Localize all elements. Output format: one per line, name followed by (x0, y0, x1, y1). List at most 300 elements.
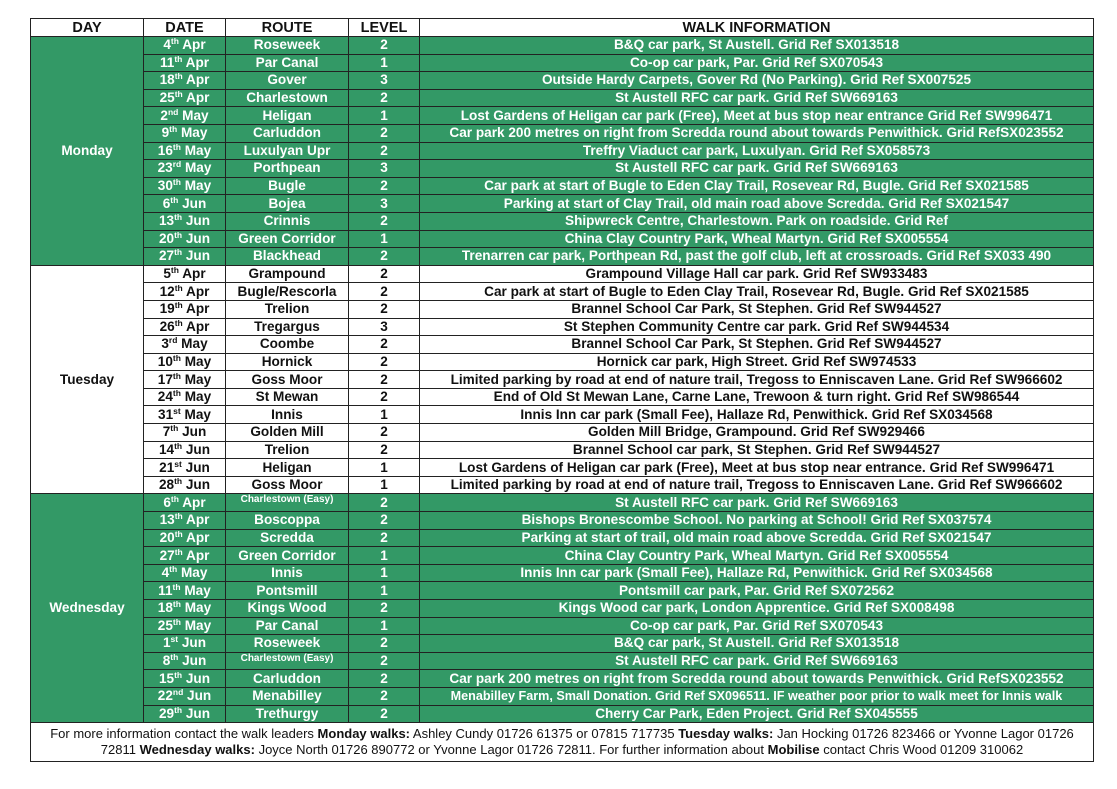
level-cell: 2 (349, 37, 420, 55)
date-number: 1 (162, 635, 171, 651)
date-month: Apr (182, 529, 210, 545)
table-row (31, 635, 1094, 653)
level-cell: 2 (349, 441, 420, 459)
route-cell: Carluddon (226, 124, 349, 142)
table-row (31, 353, 1094, 371)
date-month: Apr (178, 494, 206, 510)
footer-label: Monday walks: (317, 726, 411, 742)
date-month: May (180, 600, 212, 616)
table-row (31, 230, 1094, 248)
date-number: 15 (158, 670, 175, 686)
walk-info-cell: Brannel School Car Park, St Stephen. Grid Ref SW944527 (420, 300, 1094, 318)
date-month: May (180, 353, 212, 369)
table-row (31, 687, 1094, 705)
date-suffix: th (172, 142, 181, 152)
level-cell: 1 (349, 547, 420, 565)
table-row (31, 89, 1094, 107)
route-cell: Roseweek (226, 37, 349, 55)
date-number: 25 (159, 90, 175, 106)
level-cell: 2 (349, 336, 420, 354)
route-cell: Luxulyan Upr (226, 142, 349, 160)
route-cell: Grampound (226, 265, 349, 283)
table-row (31, 476, 1094, 494)
table-row (31, 283, 1094, 301)
table-row (31, 652, 1094, 670)
walk-info-cell: Car park at start of Bugle to Eden Clay Trail, Rosevear Rd, Bugle. Grid Ref SX021585 (420, 177, 1094, 195)
date-suffix: st (174, 458, 182, 469)
date-suffix: th (169, 564, 178, 575)
level-cell: 2 (349, 529, 420, 547)
date-number: 27 (159, 547, 175, 563)
walk-info-cell: Parking at start of Clay Trail, old main road above Scredda. Grid Ref SX021547 (420, 195, 1094, 213)
route-cell: Scredda (226, 529, 349, 547)
date-number: 19 (159, 301, 175, 317)
date-cell (144, 160, 226, 178)
level-cell: 2 (349, 512, 420, 530)
footer-row (31, 723, 1094, 762)
date-suffix: rd (168, 335, 178, 346)
route-cell: Bugle/Rescorla (226, 283, 349, 301)
date-month: Jun (182, 477, 211, 493)
date-cell (144, 670, 226, 688)
level-cell: 2 (349, 652, 420, 670)
date-month: May (180, 371, 212, 387)
route-cell: Kings Wood (226, 600, 349, 618)
date-cell (144, 600, 226, 618)
walk-info-cell: Cherry Car Park, Eden Project. Grid Ref SX045555 (420, 705, 1094, 723)
walk-info-cell: Trenarren car park, Porthpean Rd, past the golf club, left at crossroads. Grid Ref SX033 490 (420, 248, 1094, 266)
table-row (31, 512, 1094, 530)
route-cell: Charlestown (Easy) (226, 652, 349, 670)
footer-text: contact Chris Wood 01209 310062 (819, 742, 1024, 758)
route-cell: St Mewan (226, 388, 349, 406)
date-cell (144, 529, 226, 547)
date-number: 5 (163, 266, 171, 282)
level-cell: 2 (349, 424, 420, 442)
date-month: Jun (182, 705, 211, 721)
date-cell (144, 89, 226, 107)
walk-info-cell: Car park at start of Bugle to Eden Clay Trail, Rosevear Rd, Bugle. Grid Ref SX021585 (420, 283, 1094, 301)
level-cell: 2 (349, 248, 420, 266)
date-suffix: th (172, 599, 181, 610)
route-cell: Goss Moor (226, 476, 349, 494)
route-cell: Gover (226, 72, 349, 90)
table-row (31, 160, 1094, 178)
header-day: DAY (31, 19, 144, 37)
date-suffix: th (174, 705, 183, 715)
date-number: 24 (157, 389, 173, 405)
date-suffix: th (170, 265, 179, 276)
level-cell: 2 (349, 388, 420, 406)
date-suffix: th (174, 529, 183, 539)
table-row (31, 459, 1094, 477)
date-cell (144, 406, 226, 424)
level-cell: 3 (349, 318, 420, 336)
date-month: Apr (182, 301, 210, 317)
date-suffix: th (174, 476, 183, 487)
walk-info-cell: St Austell RFC car park. Grid Ref SW669163 (420, 652, 1094, 670)
date-month: Apr (182, 72, 210, 88)
date-number: 20 (158, 230, 175, 246)
date-cell (144, 107, 226, 125)
date-number: 4 (163, 37, 171, 53)
date-number: 16 (157, 142, 173, 158)
date-month: Jun (182, 213, 211, 229)
footer-label: Mobilise (767, 742, 820, 758)
walk-info-cell: China Clay Country Park, Wheal Martyn. Grid Ref SX005554 (420, 230, 1094, 248)
date-month: Apr (182, 90, 210, 106)
footer-label: Wednesday walks: (139, 742, 255, 758)
walk-info-cell: B&Q car park, St Austell. Grid Ref SX013518 (420, 37, 1094, 55)
footer-text: Jan Hocking 01726 823466 or Yvonne Lagor 01726 72811 (100, 726, 1074, 758)
walk-info-cell: Co-op car park, Par. Grid Ref SX070543 (420, 54, 1094, 72)
date-cell (144, 617, 226, 635)
date-suffix: th (174, 247, 183, 258)
date-number: 11 (158, 582, 173, 598)
route-cell: Trelion (226, 441, 349, 459)
date-month: Apr (178, 266, 206, 282)
date-suffix: th (172, 617, 181, 627)
header-date: DATE (144, 19, 226, 37)
table-row (31, 72, 1094, 90)
table-row (31, 142, 1094, 160)
table-row (31, 371, 1094, 389)
route-cell: Tregargus (226, 318, 349, 336)
table-row (31, 388, 1094, 406)
walk-info-cell: Pontsmill car park, Par. Grid Ref SX072562 (420, 582, 1094, 600)
walk-info-cell: Lost Gardens of Heligan car park (Free), Meet at bus stop near entrance. Grid Ref SW996471 (420, 459, 1094, 477)
day-cell: Monday (31, 37, 144, 266)
table-row (31, 336, 1094, 354)
date-suffix: th (174, 441, 183, 451)
level-cell: 1 (349, 564, 420, 582)
day-cell: Wednesday (31, 494, 144, 723)
walk-info-cell: Innis Inn car park (Small Fee), Hallaze Rd, Penwithick. Grid Ref SX034568 (420, 564, 1094, 582)
walk-info-cell: Treffry Viaduct car park, Luxulyan. Grid Ref SX058573 (420, 142, 1094, 160)
date-suffix: th (174, 318, 183, 328)
route-cell: Blackhead (226, 248, 349, 266)
route-cell: Menabilley (226, 687, 349, 705)
date-number: 10 (157, 353, 173, 369)
footer-text: For more information contact the walk leaders (50, 726, 318, 742)
date-number: 30 (157, 178, 173, 194)
date-month: Apr (178, 37, 206, 53)
date-cell (144, 230, 226, 248)
level-cell: 2 (349, 371, 420, 389)
walk-info-cell: Hornick car park, High Street. Grid Ref SW974533 (420, 353, 1094, 371)
date-number: 25 (157, 617, 173, 633)
date-month: May (181, 160, 212, 176)
table-row (31, 318, 1094, 336)
date-suffix: th (170, 493, 179, 504)
table-row (31, 265, 1094, 283)
date-month: Jun (182, 670, 211, 686)
date-suffix: st (170, 634, 179, 645)
date-cell (144, 441, 226, 459)
date-month: Jun (181, 459, 210, 475)
table-row (31, 494, 1094, 512)
level-cell: 2 (349, 265, 420, 283)
date-suffix: nd (167, 106, 179, 117)
table-row (31, 107, 1094, 125)
date-month: Jun (178, 195, 207, 211)
route-cell: Porthpean (226, 160, 349, 178)
date-cell (144, 177, 226, 195)
date-number: 4 (161, 565, 170, 581)
date-suffix: th (170, 652, 179, 663)
date-month: May (177, 565, 208, 581)
header-walk-information: WALK INFORMATION (420, 19, 1094, 37)
level-cell: 1 (349, 617, 420, 635)
route-cell: Goss Moor (226, 371, 349, 389)
date-month: Apr (182, 283, 210, 299)
date-cell (144, 547, 226, 565)
level-cell: 2 (349, 687, 420, 705)
table-row (31, 54, 1094, 72)
date-cell (144, 336, 226, 354)
date-cell (144, 476, 226, 494)
date-month: May (177, 125, 208, 141)
date-month: Jun (178, 653, 207, 669)
table-row (31, 424, 1094, 442)
date-suffix: th (169, 124, 178, 135)
date-number: 27 (158, 248, 175, 264)
date-number: 6 (162, 195, 171, 211)
table-row (31, 529, 1094, 547)
date-number: 21 (159, 459, 175, 475)
route-cell: Roseweek (226, 635, 349, 653)
date-number: 18 (159, 72, 175, 88)
table-row (31, 441, 1094, 459)
walk-info-cell: St Austell RFC car park. Grid Ref SW669163 (420, 160, 1094, 178)
route-cell: Par Canal (226, 54, 349, 72)
walk-info-cell: Kings Wood car park, London Apprentice. Grid Ref SX008498 (420, 600, 1094, 618)
table-row (31, 248, 1094, 266)
table-row (31, 582, 1094, 600)
level-cell: 1 (349, 230, 420, 248)
date-month: Jun (182, 248, 211, 264)
date-month: May (177, 336, 208, 352)
table-row (31, 564, 1094, 582)
date-suffix: th (172, 370, 181, 381)
route-cell: Coombe (226, 336, 349, 354)
date-cell (144, 353, 226, 371)
walk-info-cell: Outside Hardy Carpets, Gover Rd (No Parking). Grid Ref SX007525 (420, 72, 1094, 90)
date-suffix: th (174, 282, 183, 293)
date-suffix: th (174, 546, 183, 557)
level-cell: 2 (349, 177, 420, 195)
level-cell: 1 (349, 107, 420, 125)
level-cell: 3 (349, 195, 420, 213)
table-row (31, 547, 1094, 565)
date-suffix: th (170, 423, 179, 434)
date-suffix: th (172, 353, 181, 363)
date-month: May (180, 178, 212, 194)
date-cell (144, 248, 226, 266)
walk-info-cell: End of Old St Mewan Lane, Carne Lane, Trewoon & turn right. Grid Ref SW986544 (420, 388, 1094, 406)
level-cell: 2 (349, 300, 420, 318)
date-cell (144, 459, 226, 477)
table-row (31, 600, 1094, 618)
date-month: Apr (182, 547, 210, 563)
level-cell: 1 (349, 582, 420, 600)
date-suffix: rd (172, 159, 182, 170)
route-cell: Crinnis (226, 212, 349, 230)
level-cell: 2 (349, 670, 420, 688)
date-number: 20 (159, 529, 175, 545)
route-cell: Heligan (226, 107, 349, 125)
footer-label: Tuesday walks: (678, 726, 774, 742)
level-cell: 3 (349, 72, 420, 90)
date-suffix: th (174, 230, 183, 240)
date-number: 7 (162, 424, 171, 440)
date-cell (144, 494, 226, 512)
date-month: Apr (182, 512, 210, 528)
date-month: May (180, 406, 211, 422)
walk-info-cell: Innis Inn car park (Small Fee), Hallaze Rd, Penwithick. Grid Ref SX034568 (420, 406, 1094, 424)
date-suffix: th (172, 388, 181, 399)
date-month: Jun (182, 230, 211, 246)
level-cell: 2 (349, 89, 420, 107)
route-cell: Golden Mill (226, 424, 349, 442)
date-suffix: th (174, 54, 183, 64)
date-cell (144, 300, 226, 318)
table-row (31, 37, 1094, 55)
date-number: 31 (158, 406, 174, 422)
level-cell: 2 (349, 600, 420, 618)
date-suffix: th (172, 177, 181, 188)
date-cell (144, 388, 226, 406)
route-cell: Heligan (226, 459, 349, 477)
walk-info-cell: St Stephen Community Centre car park. Grid Ref SW944534 (420, 318, 1094, 336)
walk-info-cell: Golden Mill Bridge, Grampound. Grid Ref SW929466 (420, 424, 1094, 442)
level-cell: 2 (349, 124, 420, 142)
route-cell: Green Corridor (226, 547, 349, 565)
table-row (31, 300, 1094, 318)
date-month: May (180, 617, 212, 633)
level-cell: 2 (349, 635, 420, 653)
route-cell: Charlestown (Easy) (226, 494, 349, 512)
date-number: 13 (159, 512, 175, 528)
table-row (31, 195, 1094, 213)
walk-info-cell: Co-op car park, Par. Grid Ref SX070543 (420, 617, 1094, 635)
date-number: 13 (158, 213, 175, 229)
table-row (31, 705, 1094, 723)
date-suffix: nd (172, 687, 184, 698)
route-cell: Innis (226, 564, 349, 582)
route-cell: Boscoppa (226, 512, 349, 530)
route-cell: Bugle (226, 177, 349, 195)
date-number: 23 (157, 160, 173, 176)
date-cell (144, 37, 226, 55)
route-cell: Green Corridor (226, 230, 349, 248)
date-number: 22 (157, 688, 173, 704)
level-cell: 2 (349, 705, 420, 723)
date-suffix: th (170, 36, 179, 47)
footer-text: Joyce North 01726 890772 or Yvonne Lagor 01726 72811. For further information about (254, 742, 768, 758)
date-month: Jun (182, 441, 211, 457)
date-month: Apr (182, 54, 210, 70)
date-cell (144, 512, 226, 530)
level-cell: 1 (349, 459, 420, 477)
walk-info-cell: B&Q car park, St Austell. Grid Ref SX013518 (420, 635, 1094, 653)
route-cell: Innis (226, 406, 349, 424)
date-number: 28 (158, 477, 175, 493)
level-cell: 1 (349, 406, 420, 424)
date-cell (144, 124, 226, 142)
date-cell (144, 142, 226, 160)
date-month: May (180, 582, 211, 598)
date-number: 12 (159, 283, 175, 299)
date-month: May (180, 389, 212, 405)
walk-info-cell: St Austell RFC car park. Grid Ref SW669163 (420, 494, 1094, 512)
date-number: 17 (157, 371, 173, 387)
date-suffix: th (174, 89, 183, 100)
date-cell (144, 564, 226, 582)
day-cell: Tuesday (31, 265, 144, 494)
header-level: LEVEL (349, 19, 420, 37)
date-number: 26 (159, 318, 175, 334)
walk-info-cell: Parking at start of trail, old main road above Scredda. Grid Ref SX021547 (420, 529, 1094, 547)
walk-info-cell: China Clay Country Park, Wheal Martyn. Grid Ref SX005554 (420, 547, 1094, 565)
walk-info-cell: Shipwreck Centre, Charlestown. Park on roadside. Grid Ref (420, 212, 1094, 230)
date-cell (144, 582, 226, 600)
date-number: 9 (161, 125, 170, 141)
walk-info-cell: Menabilley Farm, Small Donation. Grid Ref SX096511. IF weather poor prior to walk meet for Innis walk (420, 687, 1094, 705)
date-cell (144, 72, 226, 90)
route-cell: Trethurgy (226, 705, 349, 723)
level-cell: 1 (349, 476, 420, 494)
date-cell (144, 54, 226, 72)
walk-info-cell: Brannel School car park, St Stephen. Grid Ref SW944527 (420, 441, 1094, 459)
level-cell: 1 (349, 54, 420, 72)
walk-info-cell: Lost Gardens of Heligan car park (Free), Meet at bus stop near entrance Grid Ref SW996471 (420, 107, 1094, 125)
date-number: 18 (157, 600, 173, 616)
date-cell (144, 371, 226, 389)
schedule-body (31, 37, 1094, 723)
walk-info-cell: Grampound Village Hall car park. Grid Ref SW933483 (420, 265, 1094, 283)
walk-info-cell: Brannel School Car Park, St Stephen. Grid Ref SW944527 (420, 336, 1094, 354)
table-row (31, 670, 1094, 688)
route-cell: Bojea (226, 195, 349, 213)
walk-info-cell: Limited parking by road at end of nature trail, Tregoss to Enniscaven Lane. Grid Ref SW966602 (420, 476, 1094, 494)
date-number: 3 (161, 336, 169, 352)
date-month: Jun (178, 424, 207, 440)
header-row (31, 19, 1094, 37)
date-number: 11 (159, 54, 175, 70)
date-month: Apr (182, 318, 210, 334)
level-cell: 2 (349, 353, 420, 371)
date-cell (144, 318, 226, 336)
route-cell: Trelion (226, 300, 349, 318)
date-cell (144, 424, 226, 442)
date-suffix: th (172, 581, 181, 592)
table-row (31, 177, 1094, 195)
date-number: 8 (162, 653, 171, 669)
walk-info-cell: Bishops Bronescombe School. No parking at School! Grid Ref SX037574 (420, 512, 1094, 530)
level-cell: 2 (349, 142, 420, 160)
walk-info-cell: Limited parking by road at end of nature trail, Tregoss to Enniscaven Lane. Grid Ref SW966602 (420, 371, 1094, 389)
table-row (31, 212, 1094, 230)
date-suffix: th (174, 511, 183, 522)
date-number: 2 (160, 107, 168, 123)
date-cell (144, 195, 226, 213)
level-cell: 2 (349, 283, 420, 301)
walk-info-cell: Car park 200 metres on right from Scredda round about towards Penwithick. Grid RefSX023552 (420, 670, 1094, 688)
date-number: 14 (158, 441, 175, 457)
date-cell (144, 652, 226, 670)
route-cell: Par Canal (226, 617, 349, 635)
